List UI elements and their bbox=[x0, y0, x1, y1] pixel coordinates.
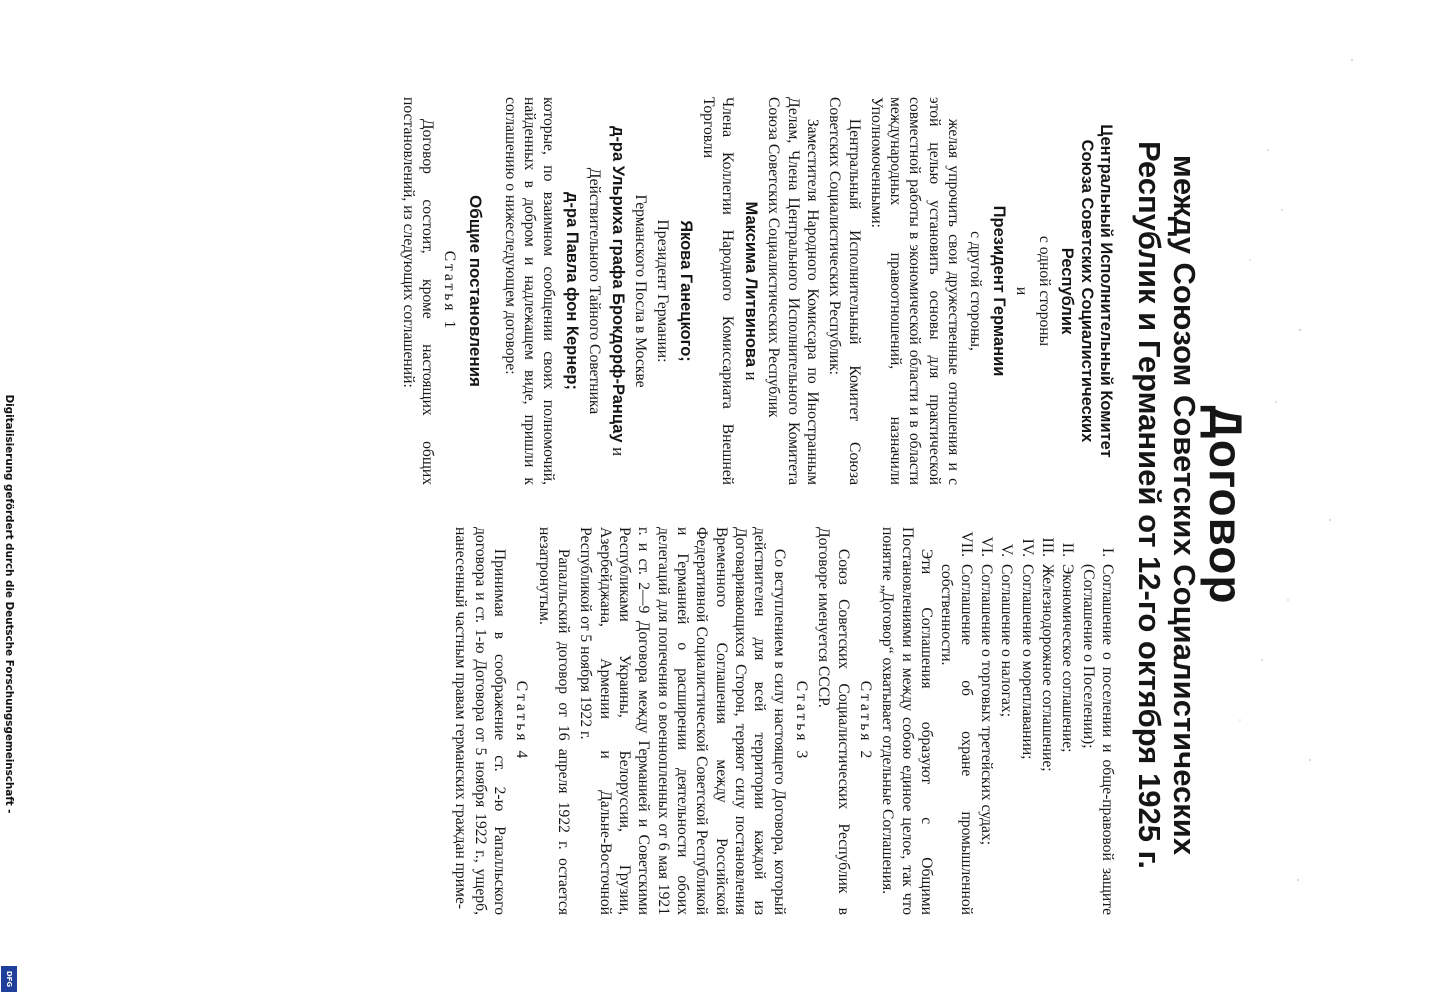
credit-text: Digitalisierung gefördert durch die Deutsche Forschungsgemeinschaft - bbox=[3, 394, 15, 814]
list-item bbox=[1017, 527, 1036, 915]
list-item-text: Соглашение о торговых третейских судах; bbox=[978, 564, 996, 846]
list-item-text: Железнодорожное соглашение; bbox=[1039, 564, 1057, 772]
agreed-paragraph: которые, по взаимном сообщении своих полномочий, найденных в добром и надлежащем виде, пришли к соглашению о нижеследующем договоре: bbox=[501, 97, 558, 485]
article-4-text: Принимая в соображение ст. 2-ю Рапалльского договора и ст. 1-ю Договора от 5 ноября 1922 г., ущерб, нанесенный частным правам германских граждан приме- bbox=[452, 527, 509, 915]
plenipotentiary-brockdorff bbox=[607, 97, 627, 485]
cec-paragraph: Центральный Исполнительный Комитет Союза Советских Социалистических Республик: bbox=[826, 97, 863, 485]
deputy-paragraph: Заместителя Народного Комиссара по Иностранным Делам, Члена Центрального Исполнительного Комитета Союза Советских Социалистических Республик bbox=[765, 97, 821, 485]
article-1-heading: Статья 1 bbox=[441, 250, 459, 332]
text-columns bbox=[172, 95, 1117, 915]
and-text: и bbox=[1013, 286, 1031, 296]
list-item-text: Соглашение о поселении и обще-правовой защите (Соглашение о Поселении); bbox=[1079, 564, 1116, 915]
other-side-text: с другой стороны, bbox=[967, 231, 985, 351]
list-item bbox=[937, 527, 976, 915]
general-provisions-heading: Общие постановления bbox=[466, 195, 486, 387]
document-subtitle-line2: Республик и Германией от 12-го октября 1925 г. bbox=[1132, 140, 1168, 869]
dfg-logo-text: DFG bbox=[5, 970, 13, 988]
person1-name: Максима Литвинова bbox=[741, 201, 760, 368]
article-1-text: Договор состоит, кроме настоящих общих постановлений, из следующих соглашений: bbox=[399, 97, 437, 485]
list-item-number: III. bbox=[1039, 537, 1057, 557]
one-side-text: с одной стороны bbox=[1035, 235, 1053, 347]
party-soviet: Центральный Исполнительный Комитет Союза Советских Социалистических Республик bbox=[1058, 124, 1115, 458]
list-item bbox=[977, 527, 996, 915]
article-2-heading: Статья 2 bbox=[857, 680, 875, 762]
title-block bbox=[1125, 95, 1255, 915]
article-3-text: Со вступлением в силу настоящего Договора, который действителен для всей территории каждой из Договаривающихся Сторон, теряют силу постановления Временного Соглашения между Российской Федеративной Социалистической Советской Республикой и Германией о расширении деятельности обоих делегаций для попечения о военнопленных от 6 мая 1921 г. и ст. 2—9 Договора между Германией и Советскими Республиками Украины, Белоруссии, Грузии, Азербейджана, Армении и Дальне-Восточной Республикой от 5 ноября 1922 г. bbox=[577, 527, 788, 915]
list-item-number: VII. bbox=[957, 531, 975, 557]
left-column bbox=[177, 97, 1117, 485]
document-title: Договор bbox=[1200, 405, 1252, 605]
plenipotentiary-koerner: д-ра Павла фон Кернер; bbox=[562, 192, 581, 390]
right-column bbox=[177, 527, 1117, 915]
list-item-text: Экономическое соглашение; bbox=[1059, 564, 1077, 753]
list-item-number: VI. bbox=[978, 536, 996, 557]
plenipotentiary-ganetsky: Якова Ганецкого; bbox=[676, 220, 695, 362]
list-item-number: II. bbox=[1059, 542, 1077, 557]
digitization-credit bbox=[0, 0, 18, 1000]
treaty-page bbox=[165, 95, 1255, 915]
article-2-text: Союз Советских Социалистических Республик в Договоре именуется СССР. bbox=[815, 527, 852, 915]
list-item bbox=[1038, 527, 1057, 915]
president-label: Президент Германии: bbox=[654, 219, 672, 363]
scanned-page-frame bbox=[165, 95, 1255, 915]
person3-name: д-ра Ульриха графа Брокдорф-Ранцау bbox=[608, 125, 627, 443]
list-after-paragraph: Эти Соглашения образуют с Общими Постановлениями и между собою единое целое, так что понятие „Договор“ охватывает отдельные Соглашения. bbox=[879, 527, 936, 915]
preamble-paragraph: желая упрочить свои дружественные отношения и с этой целью установить основы для практической совместной работы в экономической области и в области международных правоотношений, назначили Уполномоченными: bbox=[867, 97, 963, 485]
agreements-list bbox=[937, 527, 1117, 915]
list-item-text: Соглашение об охране промышленной собственности. bbox=[938, 564, 975, 915]
list-item bbox=[1078, 527, 1117, 915]
plenipotentiary-litvinov bbox=[740, 97, 760, 485]
dfg-logo bbox=[1, 966, 17, 992]
member-paragraph: Члена Коллегии Народного Комиссариата Внешней Торговли bbox=[700, 97, 737, 485]
list-item-text: Соглашение о налогах; bbox=[998, 564, 1016, 718]
list-item-number: V. bbox=[998, 543, 1016, 557]
list-item-number: I. bbox=[1099, 547, 1116, 557]
list-item-text: Соглашение о мореплавании; bbox=[1018, 564, 1036, 760]
person1-and: и bbox=[741, 371, 761, 381]
person3-and: и bbox=[608, 447, 628, 457]
list-item-number: IV. bbox=[1018, 538, 1036, 557]
councillor-text: Действительного Тайного Советника bbox=[586, 167, 604, 415]
document-subtitle-line1: между Союзом Советских Социалистических bbox=[1167, 154, 1202, 856]
article-3-heading: Статья 3 bbox=[793, 680, 811, 762]
list-item bbox=[1058, 527, 1077, 915]
article-3-text-2: Рапалльский договор от 16 апреля 1922 г. остается незатронутым. bbox=[535, 527, 573, 915]
ambassador-text: Германского Посла в Москве bbox=[631, 194, 649, 388]
article-4-heading: Статья 4 bbox=[513, 680, 531, 762]
party-germany: Президент Германии bbox=[989, 205, 1008, 377]
list-item bbox=[997, 527, 1016, 915]
